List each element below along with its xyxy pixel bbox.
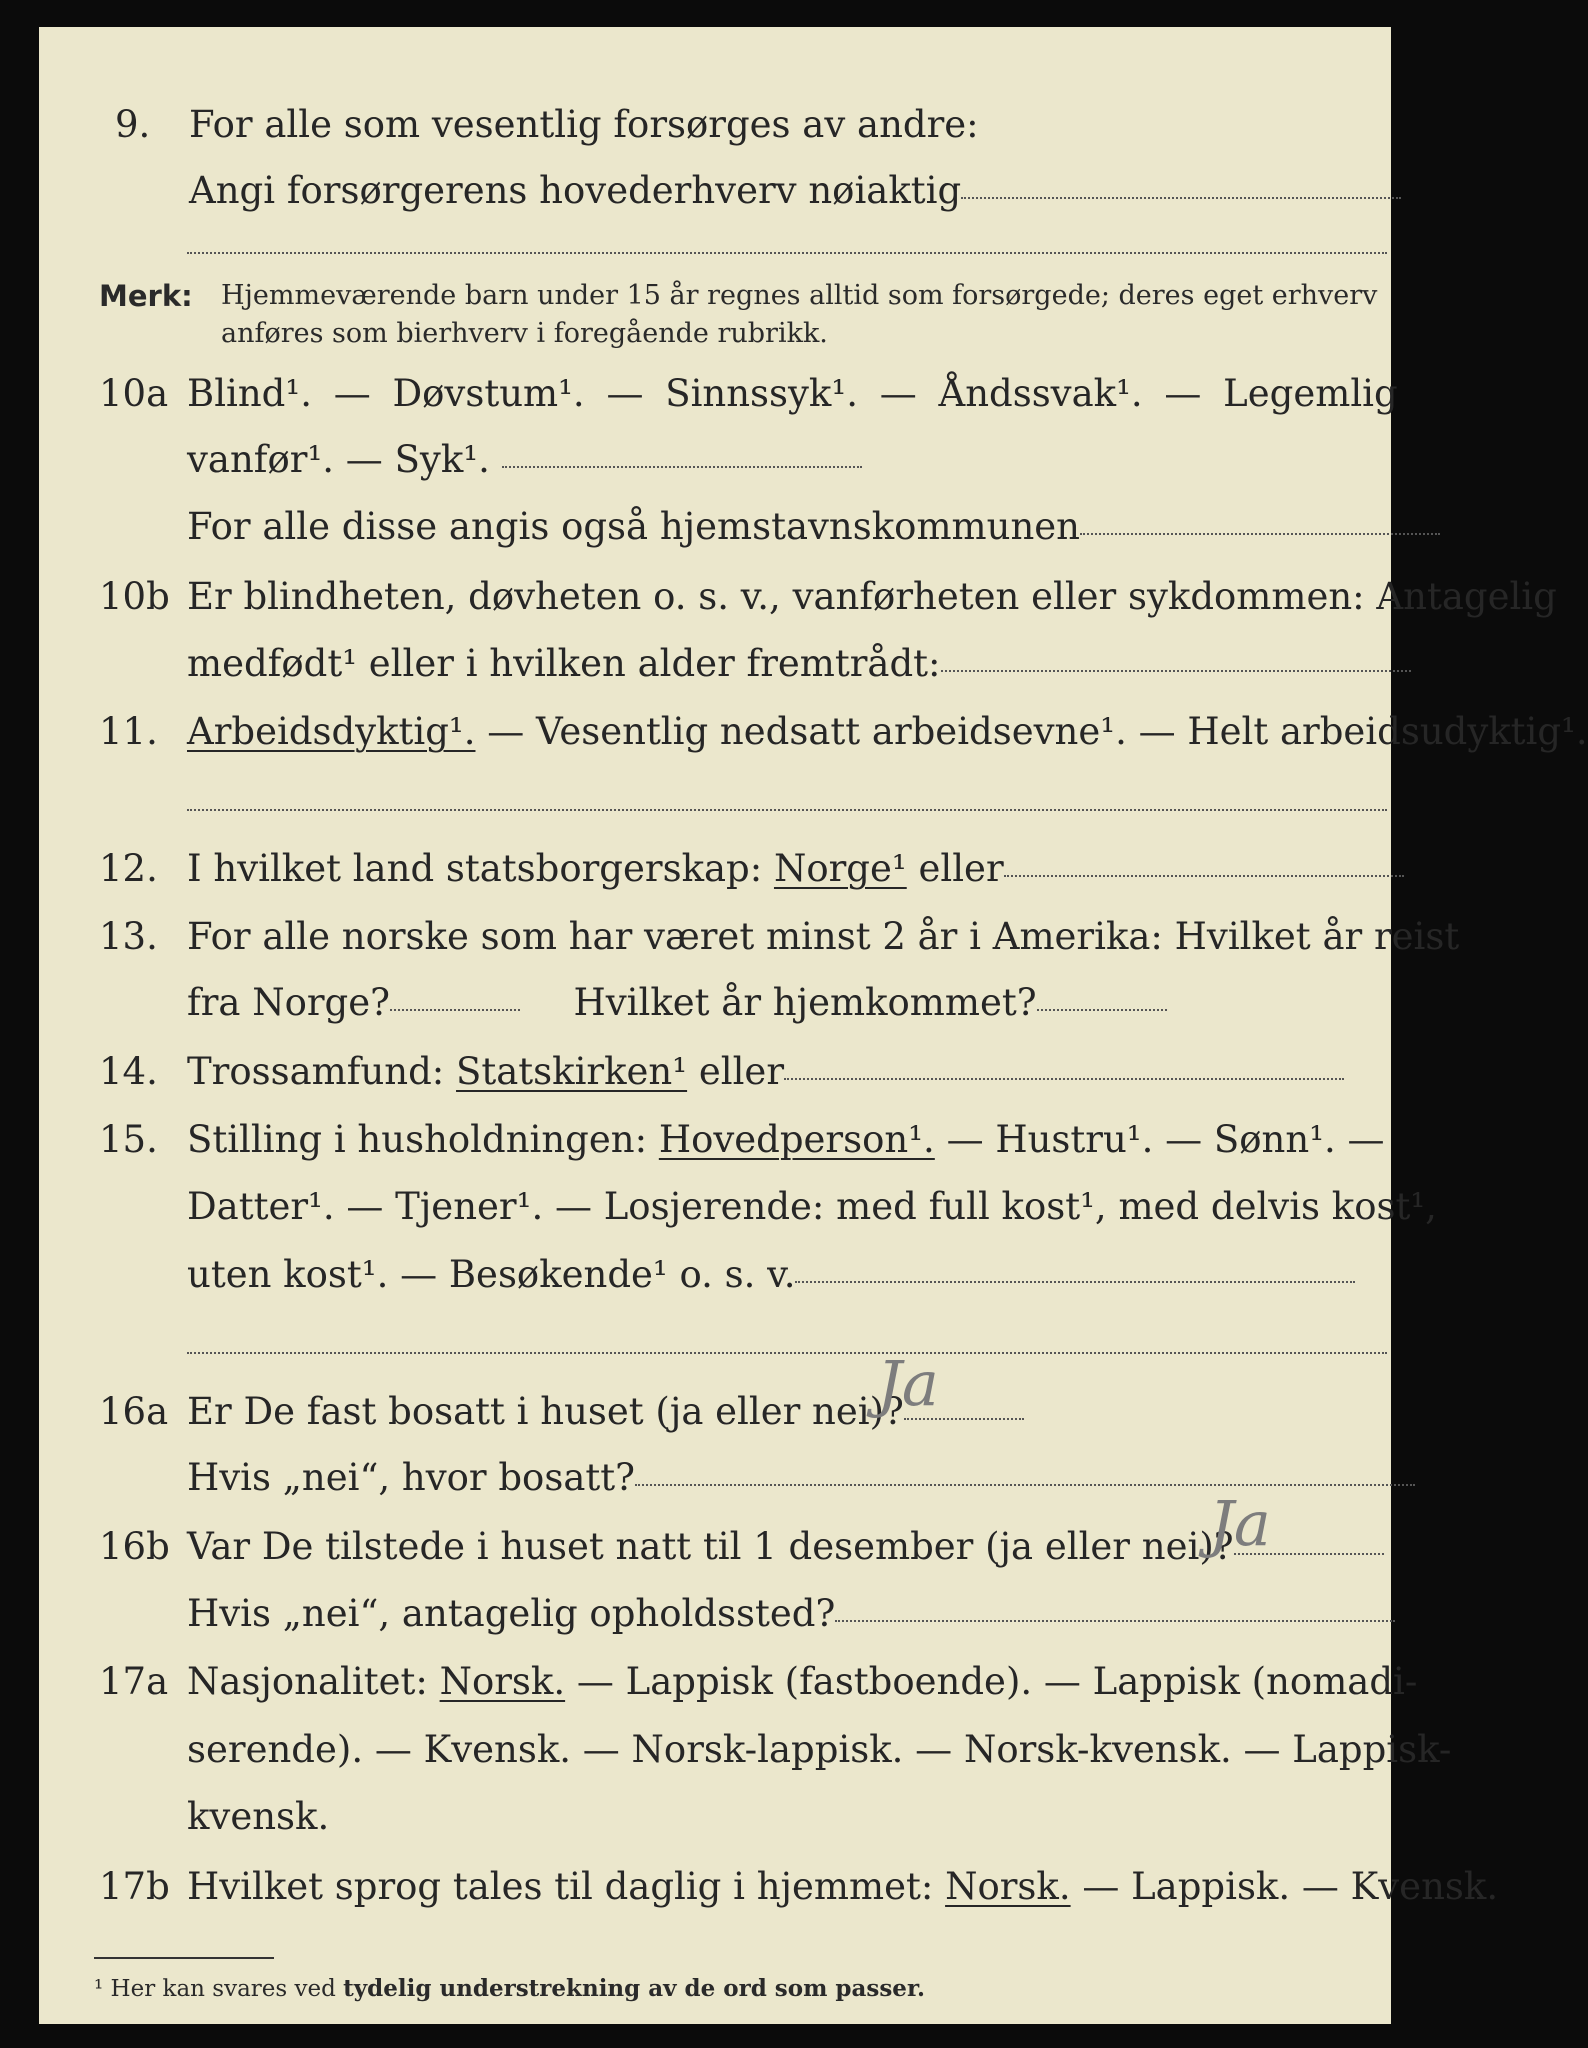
item-text: kvensk. [187,1795,330,1838]
item-text: Trossamfund: [187,1050,457,1093]
answer-line[interactable] [784,1078,1344,1080]
item-number: 10a [99,372,169,415]
answer-line[interactable] [187,1352,1387,1354]
item-17a-line3 [39,1787,1391,1847]
item-9-line1 [39,95,1391,155]
item-10b-line2 [39,634,1391,694]
item-text: — Vesentlig nedsatt arbeidsevne¹. — Helt arbeidsudyktig¹. [475,710,1588,753]
answer-underlined[interactable]: Arbeidsdyktig¹. [187,710,476,753]
answer-underlined[interactable]: Norsk. [945,1865,1071,1908]
answer-underlined[interactable]: Statskirken¹ [456,1050,688,1093]
item-number: 17a [99,1660,169,1703]
item-text: Er De fast bosatt i huset (ja eller nei)? [187,1390,904,1433]
item-text: — Lappisk (fastboende). — Lappisk (nomadi- [565,1660,1418,1703]
item-text: Datter¹. — Tjener¹. — Losjerende: med full kost¹, med delvis kost¹, [187,1185,1437,1228]
item-number: 12. [99,847,158,890]
item-9-line2 [39,161,1391,221]
item-text: uten kost¹. — Besøkende¹ o. s. v. [187,1253,796,1296]
answer-line[interactable] [1037,1009,1167,1011]
item-text: Er blindheten, døvheten o. s. v., vanførheten eller sykdommen: Antagelig [187,575,1557,618]
item-text: For alle norske som har været minst 2 år i Amerika: Hvilket år reist [187,915,1460,958]
footnote-text: Her kan svares ved [103,1976,344,2002]
footnote [94,1975,925,2002]
answer-line[interactable] [835,1620,1395,1622]
item-17a-line1 [39,1652,1418,1712]
handwritten-answer: Ja [1209,1487,1271,1560]
item-15-line2 [39,1177,1437,1237]
item-text: — Hustru¹. — Sønn¹. — [934,1118,1385,1161]
footnote-mark: ¹ [94,1976,104,2002]
answer-line[interactable] [390,1009,520,1011]
item-16b-line1 [39,1517,1391,1577]
answer-underlined[interactable]: Norge¹ [773,847,907,890]
answer-line[interactable] [502,466,862,468]
item-14-line [39,1042,1391,1102]
item-13-line1 [39,907,1460,967]
item-text: eller [687,1050,785,1093]
answer-underlined[interactable]: Norsk. [439,1660,566,1703]
item-16a-line2 [39,1448,1391,1508]
item-number: 15. [99,1118,158,1161]
item-text: Angi forsørgerens hovederhverv nøiaktig [189,169,962,212]
item-text: medfødt¹ eller i hvilken alder fremtrådt: [187,642,941,685]
item-text: Blind¹. — Døvstum¹. — Sinnssyk¹. — Åndssvak¹. — Legemlig [187,372,1398,415]
item-10a-line3 [39,497,1391,557]
item-number: 11. [99,710,158,753]
item-10a-line2 [39,430,1391,490]
item-number: 13. [99,915,158,958]
item-number: 16a [99,1390,169,1433]
item-text: I hvilket land statsborgerskap: [187,847,774,890]
note-label: Merk: [99,279,193,313]
handwritten-answer: Ja [877,1347,939,1420]
answer-line[interactable] [795,1281,1355,1283]
census-form-page [39,27,1588,2024]
item-text: eller [906,847,1004,890]
footnote-divider [94,1957,274,1959]
answer-underlined[interactable]: Hovedperson¹. [658,1118,935,1161]
item-number: 9. [115,103,151,146]
item-text: For alle disse angis også hjemstavnskommunen [187,505,1081,548]
answer-line[interactable] [941,670,1411,672]
item-text: Nasjonalitet: [187,1660,440,1703]
item-text: Hvis „nei“, antagelig opholdssted? [187,1592,836,1635]
item-text: — Lappisk. — Kvensk. [1070,1865,1499,1908]
item-15-line1 [39,1110,1391,1170]
item-16b-line2 [39,1584,1391,1644]
item-17a-line2 [39,1720,1452,1780]
item-text: Hvis „nei“, hvor bosatt? [187,1456,635,1499]
item-text: fra Norge? [187,981,390,1024]
item-text: Hvilket sprog tales til daglig i hjemmet: [187,1865,946,1908]
answer-line[interactable] [187,252,1387,254]
item-11-line1 [39,702,1588,762]
item-text: Hvilket år hjemkommet? [573,981,1037,1024]
answer-line[interactable] [961,197,1401,199]
answer-line[interactable] [1080,533,1440,535]
item-number: 16b [99,1525,170,1568]
item-text: serende). — Kvensk. — Norsk-lappisk. — Norsk-kvensk. — Lappisk- [187,1728,1452,1771]
item-10a-line1 [39,364,1398,424]
item-13-line2 [39,973,1391,1033]
item-12-line [39,839,1391,899]
item-text: vanfør¹. — Syk¹. [187,438,490,481]
item-text: For alle som vesentlig forsørges av andre: [189,103,979,146]
item-number: 17b [99,1865,170,1908]
item-text: Var De tilstede i huset natt til 1 desember (ja eller nei)? [187,1525,1234,1568]
footnote-bold-text: tydelig understrekning av de ord som passer. [343,1975,925,2002]
answer-line[interactable] [1004,875,1404,877]
item-16a-line1 [39,1382,1391,1442]
item-17b-line [39,1857,1499,1917]
item-10b-line1 [39,567,1557,627]
answer-line[interactable] [187,809,1387,811]
item-15-line3 [39,1245,1391,1305]
item-number: 14. [99,1050,158,1093]
note-text: Hjemmeværende barn under 15 år regnes alltid som forsørgede; deres eget erhverv anføres som bierhverv i foregående rubrikk. [221,280,1378,349]
answer-line[interactable] [635,1484,1415,1486]
item-text: Stilling i husholdningen: [187,1118,659,1161]
item-number: 10b [99,575,170,618]
